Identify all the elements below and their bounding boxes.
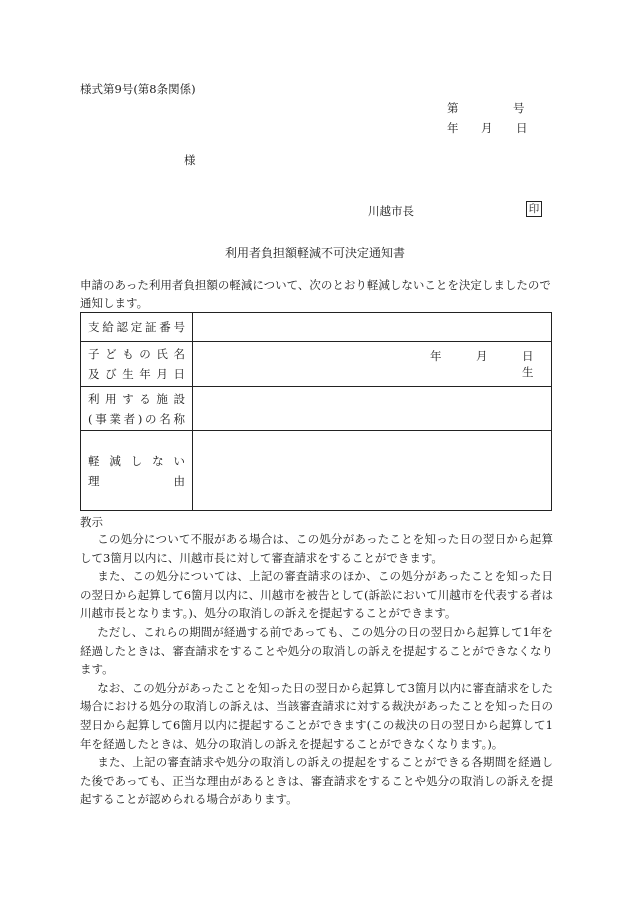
addressee-suffix: 様 [184,153,196,167]
notice-paragraph: また、上記の審査請求や処分の取消しの訴えの提起をすることができる各期間を経過した後であっても、正当な理由があるときは、審査請求をすることや処分の取消しの訴えを提起することが認められる場合があります。 [80,755,553,807]
table-row [81,431,552,511]
label-text: 及び生年月日 [88,367,185,381]
notice-heading: 教示 [80,515,103,529]
birth-day-label: 日生 [522,349,534,379]
table-row [81,387,552,431]
notice-paragraph: また、この処分については、上記の審査請求のほか、この処分があったことを知った日の翌日から起算して6箇月以内に、川越市を被告として(訴訟において川越市を代表する者は川越市長となります。)、処分の取消しの訴えを提起することができます。 [80,569,553,621]
birth-year-label: 年 [430,349,442,363]
notice-paragraph: この処分について不服がある場合は、この処分があったことを知った日の翌日から起算して3箇月以内に、川越市長に対して審査請求をすることができます。 [80,532,553,565]
info-table [80,312,552,511]
label-text: (事業者)の名称 [88,411,185,426]
form-number-label: 様式第9号(第8条関係) [80,82,196,96]
notice-paragraph: なお、この処分があったことを知った日の翌日から起算して3箇月以内に審査請求をした場合における処分の取消しの訴えは、当該審査請求に対する裁決があったことを知った日の翌日から起算して6箇月以内に提起することができます(この裁決の日の翌日から起算して1年を経過したときは、処分の取消しの訴えを提起することができなくなります。)。 [80,680,553,751]
date-year-label: 年 [447,121,459,135]
document-title: 利用者負担額軽減不可決定通知書 [224,246,405,260]
label-text: 支給認定証番号 [88,320,185,334]
facility-name-field [193,387,552,431]
notice-body [80,530,553,809]
row-label-reason [81,431,193,511]
table-row [81,342,552,387]
certificate-number-field [193,313,552,342]
notice-paragraph: ただし、これらの期間が経過する前であっても、この処分の日の翌日から起算して1年を経過したときは、審査請求をすることや処分の取消しの訴えを提起することができなくなります。 [80,624,553,677]
birth-month-label: 月 [476,349,488,363]
label-text: 子どもの氏名 [88,347,185,361]
row-label-facility-name [81,387,193,431]
table-row [81,313,552,342]
date-month-label: 月 [481,121,493,135]
issuer-name: 川越市長 [368,204,414,218]
document-number-suffix: 号 [513,101,525,115]
row-label-child-name [81,342,193,387]
label-text: 利用する施設 [88,391,185,406]
label-text: 理由 [88,473,185,488]
intro-text: 申請のあった利用者負担額の軽減について、次のとおり軽減しないことを決定しましたので通知します。 [80,278,551,310]
document-number-prefix: 第 [447,101,459,115]
date-day-label: 日 [516,121,528,135]
seal-stamp: 印 [526,201,542,217]
label-text: 軽減しない [88,453,185,468]
row-label-certificate-number [81,313,193,342]
reason-field [193,431,552,511]
birthdate-labels [200,348,544,380]
child-name-birthdate-field [193,342,552,387]
